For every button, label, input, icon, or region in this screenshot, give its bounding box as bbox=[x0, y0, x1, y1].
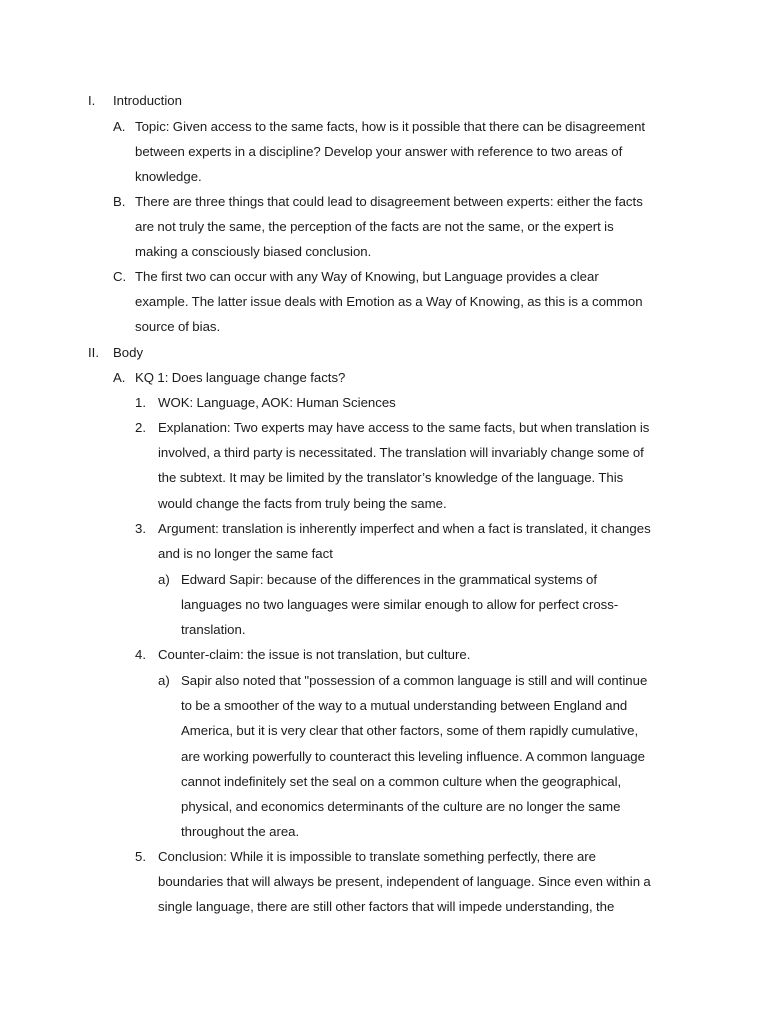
point-text bbox=[158, 642, 470, 667]
section-heading-body bbox=[88, 340, 688, 366]
subpoint-marker: a) bbox=[158, 572, 170, 587]
item-marker: B. bbox=[113, 194, 126, 209]
outline-item-ways-of-knowing bbox=[113, 264, 713, 340]
point-marker: 4. bbox=[135, 647, 146, 662]
text-line: Counter-claim: the issue is not translation, but culture. bbox=[158, 647, 471, 662]
text-line: Topic: Given access to the same facts, how is it possible that there can be disagreement bbox=[135, 119, 646, 134]
section-marker: II. bbox=[88, 345, 99, 360]
subpoint-edward-sapir bbox=[158, 567, 718, 643]
subpoint-text bbox=[181, 668, 647, 844]
section-heading-introduction bbox=[88, 88, 688, 114]
point-marker: 3. bbox=[135, 521, 146, 536]
text-line: between experts in a discipline? Develop your answer with reference to two areas of bbox=[135, 144, 623, 160]
text-line: WOK: Language, AOK: Human Sciences bbox=[158, 395, 396, 410]
text-line: America, but it is very clear that other factors, some of them rapidly cumulative, bbox=[181, 723, 639, 739]
point-text bbox=[158, 516, 651, 566]
text-line: Sapir also noted that "possession of a common language is still and will continue bbox=[181, 673, 648, 688]
section-title: Body bbox=[113, 345, 144, 360]
outline-item-three-things bbox=[113, 189, 713, 265]
text-line: example. The latter issue deals with Emotion as a Way of Knowing, as this is a common bbox=[135, 294, 643, 310]
point-marker: 2. bbox=[135, 420, 146, 435]
text-line: physical, and economics determinants of the culture are no longer the same bbox=[181, 799, 621, 815]
point-argument bbox=[135, 516, 735, 567]
section-marker: I. bbox=[88, 93, 96, 108]
item-text bbox=[135, 114, 645, 190]
text-line: Explanation: Two experts may have access to the same facts, but when translation is bbox=[158, 420, 650, 435]
text-line: would change the facts from truly being the same. bbox=[158, 495, 447, 511]
item-marker: C. bbox=[113, 269, 127, 284]
subpoint-text bbox=[181, 567, 618, 643]
text-line: the subtext. It may be limited by the translator’s knowledge of the language. This bbox=[158, 470, 624, 486]
text-line: Edward Sapir: because of the differences in the grammatical systems of bbox=[181, 572, 598, 587]
text-line: cannot indefinitely set the seal on a common culture when the geographical, bbox=[181, 773, 622, 789]
item-text: KQ 1: Does language change facts? bbox=[135, 370, 346, 385]
text-line: Argument: translation is inherently imperfect and when a fact is translated, it changes bbox=[158, 521, 651, 536]
point-explanation bbox=[135, 415, 735, 516]
text-line: source of bias. bbox=[135, 319, 221, 335]
text-line: and is no longer the same fact bbox=[158, 546, 333, 562]
point-marker: 1. bbox=[135, 395, 146, 410]
text-line: Conclusion: While it is impossible to translate something perfectly, there are bbox=[158, 849, 597, 864]
subpoint-marker: a) bbox=[158, 673, 170, 688]
item-text bbox=[135, 189, 643, 265]
outline-item-kq1 bbox=[113, 365, 713, 391]
point-text bbox=[158, 390, 396, 415]
section-title: Introduction bbox=[113, 93, 182, 108]
text-line: languages no two languages were similar enough to allow for perfect cross- bbox=[181, 597, 619, 613]
point-wok bbox=[135, 390, 735, 416]
text-line: boundaries that will always be present, independent of language. Since even within a bbox=[158, 874, 651, 890]
text-line: The first two can occur with any Way of Knowing, but Language provides a clear bbox=[135, 269, 599, 284]
item-marker: A. bbox=[113, 119, 126, 134]
point-marker: 5. bbox=[135, 849, 146, 864]
text-line: There are three things that could lead to disagreement between experts: either the facts bbox=[135, 194, 643, 209]
point-text bbox=[158, 844, 651, 920]
item-text bbox=[135, 264, 643, 340]
point-counter-claim bbox=[135, 642, 735, 668]
text-line: are working powerfully to counteract this leveling influence. A common language bbox=[181, 748, 645, 764]
text-line: throughout the area. bbox=[181, 824, 300, 840]
point-conclusion bbox=[135, 844, 735, 920]
point-text bbox=[158, 415, 649, 516]
text-line: involved, a third party is necessitated. The translation will invariably change some of bbox=[158, 445, 644, 461]
text-line: translation. bbox=[181, 622, 246, 638]
text-line: making a consciously biased conclusion. bbox=[135, 244, 372, 260]
text-line: single language, there are still other factors that will impede understanding, the bbox=[158, 899, 615, 915]
subpoint-sapir-quote bbox=[158, 668, 718, 845]
text-line: are not truly the same, the perception of the facts are not the same, or the expert is bbox=[135, 219, 614, 235]
text-line: to be a smoother of the way to a mutual understanding between England and bbox=[181, 698, 628, 714]
item-marker: A. bbox=[113, 370, 126, 385]
outline-item-topic bbox=[113, 114, 713, 190]
text-line: knowledge. bbox=[135, 169, 202, 185]
